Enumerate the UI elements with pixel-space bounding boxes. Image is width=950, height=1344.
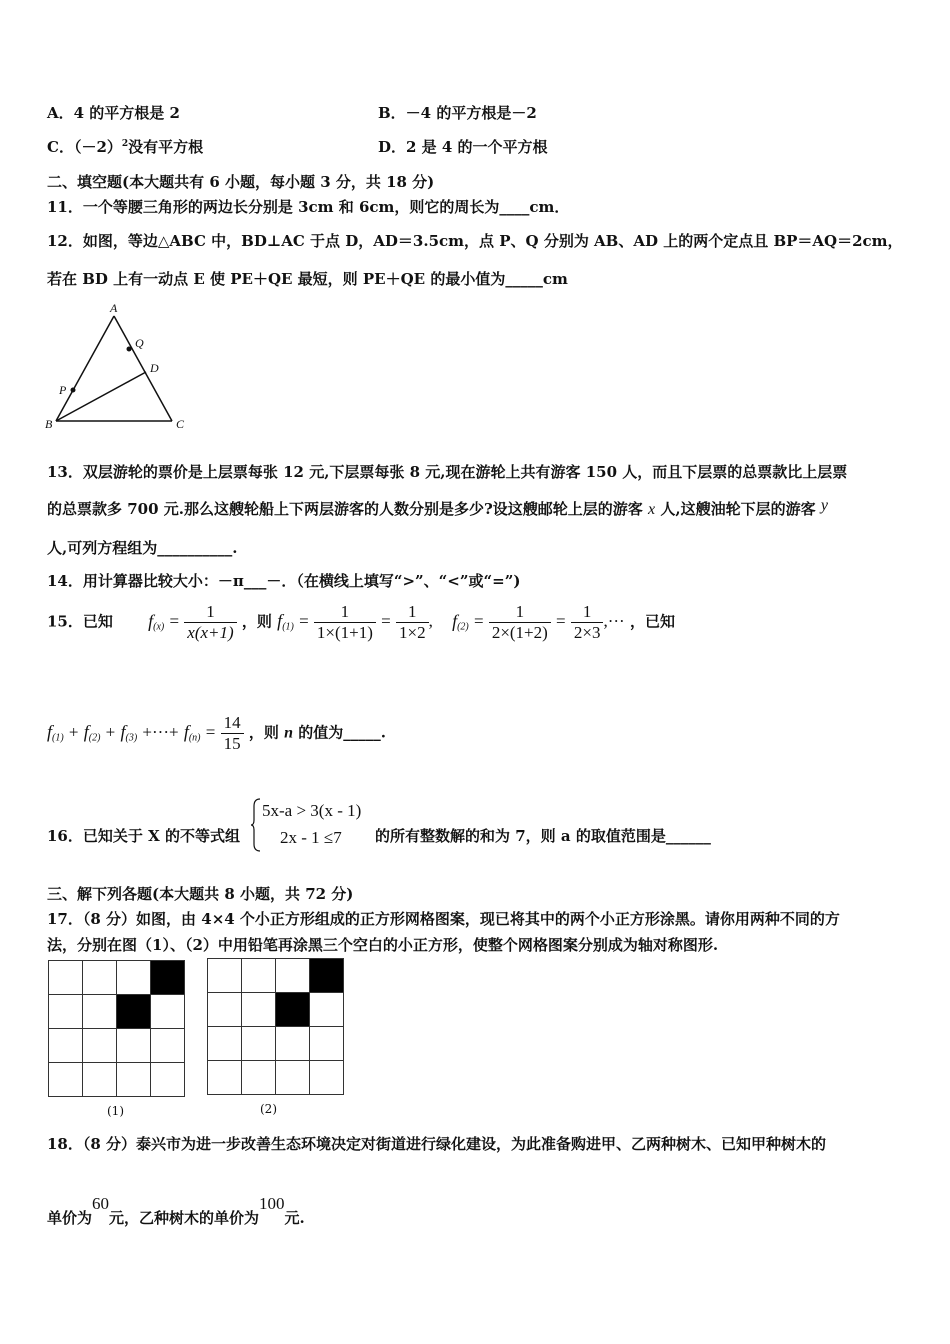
- question-13-line2a: 的总票款多 700 元.那么这艘轮船上下两层游客的人数分别是多少?设这艘邮轮上层的游客: [47, 500, 643, 518]
- label-p: P: [59, 383, 67, 397]
- q15-prefix: 15．已知: [47, 612, 113, 631]
- equals: =: [299, 611, 309, 631]
- grid-cell: [242, 1027, 276, 1061]
- option-c-sup: 2: [121, 139, 129, 149]
- grid-cell: [276, 1027, 310, 1061]
- f-symbol: f: [452, 610, 458, 631]
- question-12-line1: 12．如图，等边△ABC 中，BD⊥AC 于点 D，AD＝3.5cm，点 P、Q 分别为 AB、AD 上的两个定点且 BP＝AQ＝2cm，: [47, 232, 903, 250]
- plus: +: [105, 722, 116, 742]
- grid-cell: [83, 961, 117, 995]
- fraction-den: x(x+1): [184, 622, 236, 643]
- grid-cell-black: [276, 993, 310, 1027]
- label-q: Q: [135, 336, 144, 350]
- q18-line2a: 单价为: [47, 1209, 93, 1227]
- grid-cell: [208, 993, 242, 1027]
- grid-cell: [83, 1063, 117, 1097]
- question-13-line2: [47, 497, 828, 519]
- grid-cell: [117, 1029, 151, 1063]
- label-b: B: [45, 417, 53, 431]
- fraction-14-15: [221, 713, 244, 754]
- equals: =: [205, 722, 216, 742]
- f-symbol: f: [183, 721, 189, 742]
- fraction-den: 15: [221, 733, 244, 754]
- plus-dots: +···+: [142, 722, 179, 742]
- question-13-line2b: 人,这艘油轮下层的游客: [660, 500, 816, 518]
- grid-cell: [310, 1027, 344, 1061]
- fraction-fx: [184, 602, 236, 643]
- question-16-suffix: 的所有整数解的和为 7，则 a 的取值范围是______: [375, 827, 711, 845]
- fraction-f1b: [396, 602, 429, 643]
- q15-then: ，则: [241, 612, 272, 631]
- grid-cell: [208, 1061, 242, 1095]
- option-d: D．2 是 4 的一个平方根: [378, 138, 548, 156]
- grid-cell: [276, 1061, 310, 1095]
- question-16-prefix: 16．已知关于 X 的不等式组: [47, 827, 240, 845]
- option-b: B．－4 的平方根是－2: [378, 104, 537, 122]
- f-sub-x: (x): [153, 621, 165, 633]
- question-18-line1: 18．（8 分）泰兴市为进一步改善生态环境决定对街道进行绿化建设，为此准备购进甲、乙两种树木、已知甲种树木的: [47, 1135, 827, 1153]
- grid-cell: [151, 1063, 185, 1097]
- grid-cell: [83, 1029, 117, 1063]
- grid-1: [48, 960, 185, 1097]
- grid-1-caption: (1): [107, 1104, 124, 1118]
- q18-line2b: 元，乙种树木的单价为: [109, 1209, 260, 1227]
- question-15-line1: [47, 602, 675, 643]
- f-symbol: f: [83, 721, 89, 742]
- question-12-line2: 若在 BD 上有一动点 E 使 PE＋QE 最短，则 PE＋QE 的最小值为_____cm: [47, 270, 568, 288]
- grid-cell: [83, 995, 117, 1029]
- f-symbol: f: [148, 610, 154, 631]
- grid-2: [207, 958, 344, 1095]
- dots: ,···: [603, 611, 625, 631]
- q15-tail-b: 的值为_____.: [298, 723, 386, 742]
- f-sub-1: (1): [282, 621, 294, 633]
- question-17-line2: 法，分别在图（1）、（2）中用铅笔再涂黑三个空白的小正方形，使整个网格图案分别成为轴对称图形.: [47, 936, 719, 954]
- equals: =: [169, 611, 180, 631]
- fraction-den: 1×(1+1): [314, 622, 376, 643]
- label-a: A: [110, 301, 118, 315]
- option-c-pre: C．（－2）: [47, 138, 122, 156]
- grid-cell: [151, 995, 185, 1029]
- inequality-2: 2x - 1 ≤7: [280, 828, 342, 847]
- fraction-den: 1×2: [396, 622, 429, 643]
- grid-2-caption: (2): [260, 1102, 277, 1116]
- equals: =: [556, 611, 566, 631]
- variable-y: y: [820, 497, 828, 514]
- grid-cell: [242, 959, 276, 993]
- f-sub-3: (3): [125, 732, 138, 744]
- question-14: 14．用计算器比较大小：－π___－．（在横线上填写“>”、“<”或“=”): [47, 572, 521, 590]
- fraction-num: 14: [223, 713, 241, 732]
- section-2-heading: 二、填空题(本大题共有 6 小题，每小题 3 分，共 18 分): [47, 173, 435, 191]
- fraction-num: 1: [582, 602, 592, 621]
- triangle-figure: [40, 298, 200, 438]
- q18-line2c: 元.: [284, 1209, 305, 1227]
- grid-cell-black: [310, 959, 344, 993]
- question-13-line3: 人,可列方程组为__________.: [47, 539, 238, 557]
- f-sub-1: (1): [52, 732, 64, 744]
- question-15-line2: [47, 713, 386, 754]
- grid-cell: [49, 995, 83, 1029]
- grid-cell-black: [151, 961, 185, 995]
- comma: ,: [428, 611, 433, 631]
- f-sub-2: (2): [88, 732, 101, 744]
- f-symbol: f: [47, 721, 53, 742]
- q15-tail-a: ，则: [248, 723, 279, 742]
- label-d: D: [150, 361, 159, 375]
- price-100: 100: [259, 1194, 285, 1213]
- grid-cell: [310, 1061, 344, 1095]
- grid-cell: [151, 1029, 185, 1063]
- grid-cell: [242, 1061, 276, 1095]
- option-c-post: 没有平方根: [128, 138, 204, 156]
- fraction-num: 1: [408, 602, 417, 621]
- edge-ac: [114, 316, 172, 421]
- fraction-f2a: [489, 602, 551, 643]
- grid-cell: [276, 959, 310, 993]
- point-p: [71, 388, 76, 393]
- equals: =: [381, 611, 391, 631]
- point-q: [127, 347, 132, 352]
- fraction-num: 1: [206, 602, 215, 621]
- label-c: C: [176, 417, 185, 431]
- grid-cell: [49, 1029, 83, 1063]
- question-11: 11．一个等腰三角形的两边长分别是 3cm 和 6cm，则它的周长为____cm．: [47, 198, 570, 216]
- grid-cell: [117, 1063, 151, 1097]
- q15-known: ，已知: [629, 612, 675, 631]
- fraction-f2b: [571, 602, 604, 643]
- plus: +: [68, 722, 79, 742]
- f-sub-2: (2): [457, 621, 469, 633]
- inequality-1: 5x-a > 3(x - 1): [262, 801, 362, 820]
- f-symbol: f: [120, 721, 126, 742]
- fraction-num: 1: [340, 602, 350, 621]
- question-18-line2: [47, 1194, 305, 1228]
- fraction-den: 2×(1+2): [489, 622, 551, 643]
- option-c: [47, 136, 203, 157]
- price-60: 60: [92, 1194, 110, 1213]
- grid-cell: [242, 993, 276, 1027]
- question-13-line1: 13．双层游轮的票价是上层票每张 12 元,下层票每张 8 元,现在游轮上共有游客 150 人，而且下层票的总票款比上层票: [47, 463, 848, 481]
- variable-x: x: [648, 501, 656, 518]
- equals: =: [473, 611, 484, 631]
- f-symbol: f: [277, 610, 283, 631]
- grid-cell: [310, 993, 344, 1027]
- grid-cell: [117, 961, 151, 995]
- grid-cell: [208, 1027, 242, 1061]
- grid-cell-black: [117, 995, 151, 1029]
- grid-cell: [49, 961, 83, 995]
- f-sub-n: (n): [188, 732, 201, 744]
- grid-cell: [208, 959, 242, 993]
- left-brace: [251, 798, 261, 852]
- fraction-den: 2×3: [571, 622, 604, 643]
- option-a: A．4 的平方根是 2: [47, 104, 180, 122]
- fraction-f1a: [314, 602, 376, 643]
- variable-n: n: [284, 724, 293, 742]
- fraction-num: 1: [515, 602, 525, 621]
- section-3-heading: 三、解下列各题(本大题共 8 小题，共 72 分): [47, 885, 354, 903]
- grid-cell: [49, 1063, 83, 1097]
- question-17-line1: 17．（8 分）如图，由 4×4 个小正方形组成的正方形网格图案，现已将其中的两个小正方形涂黑。请你用两种不同的方: [47, 910, 840, 928]
